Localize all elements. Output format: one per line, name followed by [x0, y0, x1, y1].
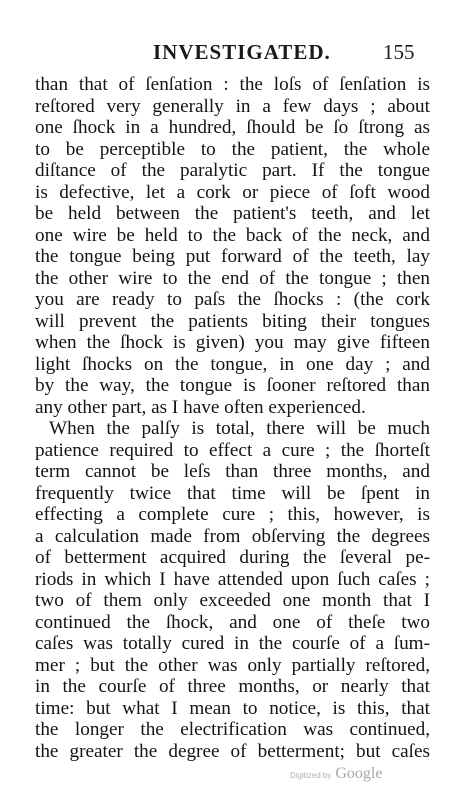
text-line: will prevent the patients biting their tongues — [35, 310, 430, 332]
text-line: the greater the degree of betterment; but caſes — [35, 740, 430, 762]
text-line: caſes was totally cured in the courſe of a ſum- — [35, 633, 430, 654]
text-line: is defective, let a cork or piece of ſoft wood — [35, 181, 430, 203]
text-line: a calculation made from obſerving the degrees — [35, 525, 430, 547]
digitization-watermark — [290, 765, 382, 785]
text-line: effecting a complete cure ; this, however, is — [35, 504, 430, 525]
text-line: one wire be held to the back of the neck, and — [35, 224, 430, 246]
google-wordmark: Google — [335, 765, 383, 782]
text-line: of betterment acquired during the ſeveral pe- — [35, 547, 430, 568]
body-text — [35, 74, 430, 762]
text-line: diſtance of the paralytic part. If the tongue — [35, 160, 430, 181]
text-line: reſtored very generally in a few days ; about — [35, 95, 430, 117]
text-line: one ſhock in a hundred, ſhould be ſo ſtrong as — [35, 117, 430, 138]
text-line: riods in which I have attended upon ſuch caſes ; — [35, 568, 430, 590]
text-line: in the courſe of three months, or nearly that — [35, 676, 430, 697]
paragraph-start-line: When the palſy is total, there will be much — [49, 418, 430, 439]
text-line: term cannot be leſs than three months, and — [35, 461, 430, 482]
text-line: to be perceptible to the patient, the whole — [35, 138, 430, 160]
running-title: INVESTIGATED. — [153, 40, 331, 64]
text-line: the tongue being put forward of the teeth, lay — [35, 246, 430, 267]
running-head — [0, 40, 469, 66]
text-line: mer ; but the other was only partially reſtored, — [35, 654, 430, 676]
text-line: the longer the electrification was continued, — [35, 719, 430, 740]
text-line: the other wire to the end of the tongue ; then — [35, 267, 430, 289]
text-line: be held between the patient's teeth, and let — [35, 203, 430, 224]
text-line: light ſhocks on the tongue, in one day ; and — [35, 353, 430, 375]
text-line: by the way, the tongue is ſooner reſtored than — [35, 375, 430, 396]
text-line: you are ready to paſs the ſhocks : (the cork — [35, 289, 430, 310]
digitized-by-label: Digitized by — [290, 771, 332, 780]
text-line: continued the ſhock, and one of theſe two — [35, 611, 430, 633]
text-line: than that of ſenſation : the loſs of ſenſation is — [35, 74, 430, 95]
page-number: 155 — [383, 40, 415, 64]
text-line: time: but what I mean to notice, is this, that — [35, 697, 430, 719]
text-line: when the ſhock is given) you may give fifteen — [35, 332, 430, 353]
text-line: frequently twice that time will be ſpent in — [35, 482, 430, 504]
text-line: two of them only exceeded one month that I — [35, 590, 430, 611]
text-line: patience required to effect a cure ; the ſhorteſt — [35, 439, 430, 461]
text-line: any other part, as I have often experienced. — [35, 396, 366, 418]
